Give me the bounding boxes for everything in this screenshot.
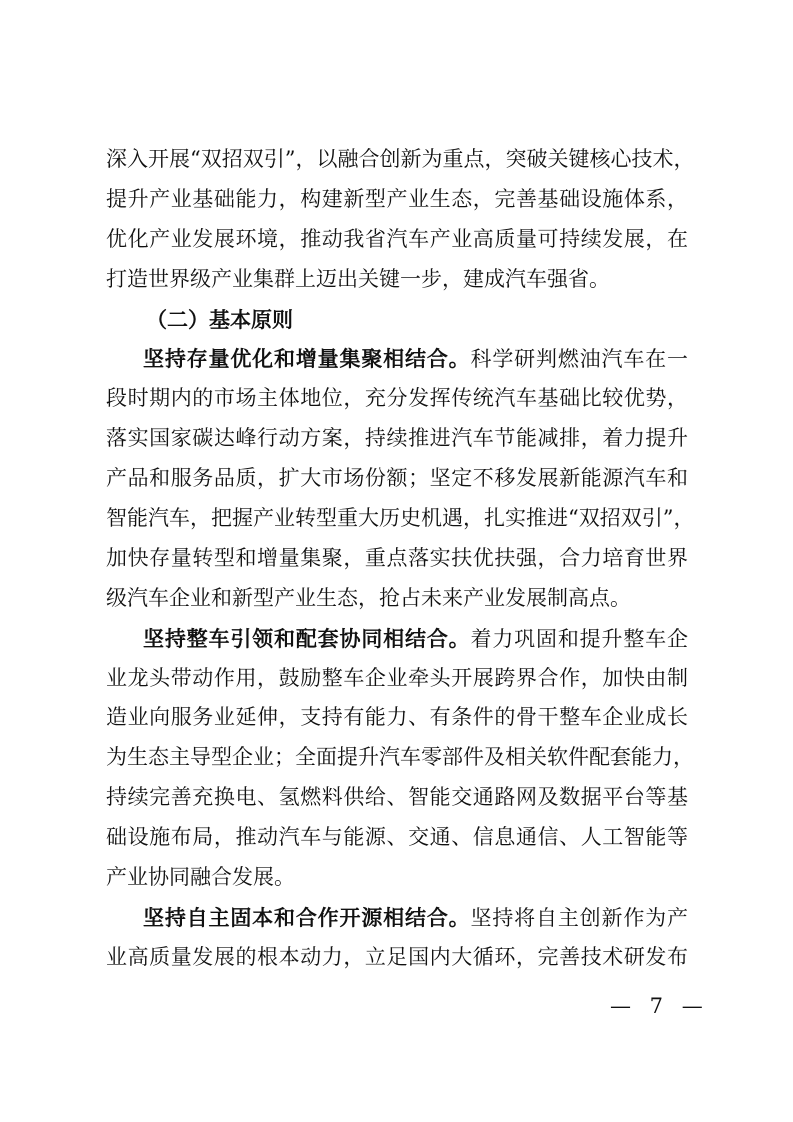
- section-heading: （二）基本原则: [146, 306, 293, 332]
- text-span: 着力巩固和提升整车企: [470, 626, 688, 651]
- principle-title: 坚持自主固本和合作开源相结合。: [143, 904, 471, 930]
- text-line: 段时期内的市场主体地位，充分发挥传统汽车基础比较优势，: [106, 386, 688, 411]
- principle-paragraph-3: [106, 898, 688, 978]
- principle-title: 坚持整车引领和配套协同相结合。: [143, 625, 471, 651]
- text-line: [106, 619, 688, 659]
- text-line: 为生态主导型企业；全面提升汽车零部件及相关软件配套能力，: [106, 745, 694, 770]
- text-span: 科学研判燃油汽车在一: [470, 347, 688, 372]
- principle-title: 坚持存量优化和增量集聚相结合。: [143, 346, 471, 372]
- text-line: 打造世界级产业集群上迈出关键一步，建成汽车强省。: [106, 266, 610, 291]
- text-line: [106, 898, 688, 938]
- document-body: [106, 140, 695, 978]
- text-line: 落实国家碳达峰行动方案，持续推进汽车节能减排，着力提升: [106, 426, 688, 451]
- text-line: 提升产业基础能力，构建新型产业生态，完善基础设施体系，: [106, 186, 688, 211]
- text-span: 坚持将自主创新作为产: [470, 905, 688, 930]
- text-line: 持续完善充换电、氢燃料供给、智能交通路网及数据平台等基: [106, 785, 688, 810]
- text-line: 产业协同融合发展。: [106, 865, 295, 890]
- text-line: 级汽车企业和新型产业生态，抢占未来产业发展制高点。: [106, 585, 631, 610]
- text-line: 业高质量发展的根本动力，立足国内大循环，完善技术研发布: [106, 944, 688, 969]
- text-line: 产品和服务品质，扩大市场份额；坚定不移发展新能源汽车和: [106, 466, 688, 491]
- principle-paragraph-1: [106, 339, 695, 618]
- page-number: — 7 —: [610, 994, 709, 1018]
- paragraph-goals: [106, 140, 695, 300]
- text-line: 造业向服务业延伸，支持有能力、有条件的骨干整车企业成长: [106, 705, 688, 730]
- text-line: 深入开展“双招双引”，以融合创新为重点，突破关键核心技术，: [106, 147, 695, 171]
- text-line: 加快存量转型和增量集聚，重点落实扶优扶强，合力培育世界: [106, 545, 688, 570]
- text-line: 业龙头带动作用，鼓励整车企业牵头开展跨界合作，加快由制: [106, 665, 688, 690]
- text-line: [106, 339, 688, 379]
- text-line: 智能汽车，把握产业转型重大历史机遇，扎实推进“双招双引”，: [106, 506, 695, 531]
- principle-paragraph-2: [106, 619, 694, 898]
- text-line: 优化产业发展环境，推动我省汽车产业高质量可持续发展，在: [106, 226, 688, 251]
- text-line: 础设施布局，推动汽车与能源、交通、信息通信、人工智能等: [106, 825, 688, 850]
